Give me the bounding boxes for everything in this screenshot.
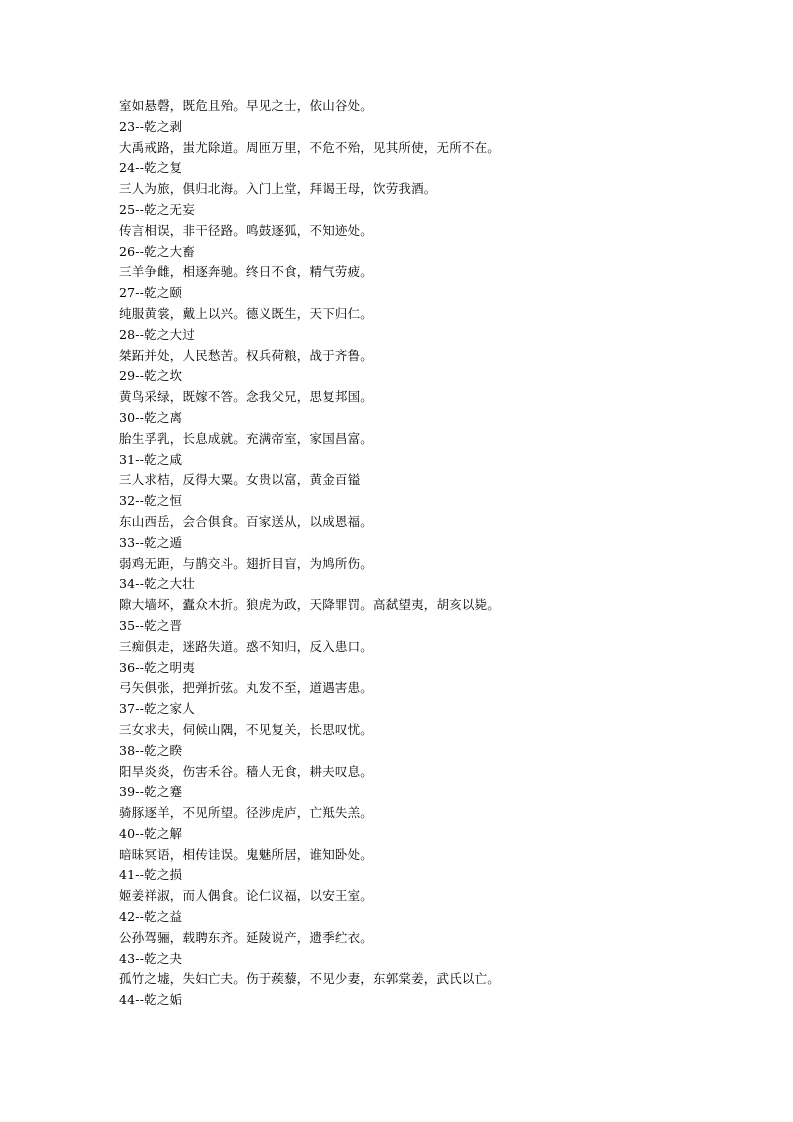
text-body [119, 96, 759, 1011]
hexagram-heading: 35--乾之晋 [119, 617, 183, 633]
hexagram-heading: 39--乾之蹇 [119, 784, 183, 800]
hexagram-heading: 33--乾之遁 [119, 534, 183, 550]
text-line: 桀跖并处，人民愁苦。权兵荷粮，战于齐鲁。 [119, 347, 374, 363]
text-line: 三羊争雌，相逐奔驰。终日不食，精气劳疲。 [119, 264, 374, 280]
text-line: 三人求桔，反得大粟。女贵以富，黄金百镒 [119, 472, 361, 488]
hexagram-heading: 43--乾之夬 [119, 950, 183, 966]
text-line: 纯服黄裳，戴上以兴。德义既生，天下归仁。 [119, 305, 374, 321]
hexagram-heading: 26--乾之大畜 [119, 243, 195, 259]
hexagram-heading: 31--乾之咸 [119, 451, 183, 467]
hexagram-heading: 37--乾之家人 [119, 701, 195, 717]
hexagram-heading: 34--乾之大壮 [119, 576, 195, 592]
hexagram-heading: 38--乾之睽 [119, 742, 183, 758]
hexagram-heading: 24--乾之复 [119, 160, 183, 176]
hexagram-heading: 36--乾之明夷 [119, 659, 195, 675]
text-line: 孤竹之墟，失妇亡夫。伤于蒺藜，不见少妻，东郭棠姜，武氏以亡。 [119, 971, 501, 987]
text-line: 传言相误，非干径路。鸣鼓逐狐，不知迹处。 [119, 222, 374, 238]
hexagram-heading: 28--乾之大过 [119, 326, 195, 342]
text-line: 公孙驾骊，载聘东齐。延陵说产，遗季纻衣。 [119, 929, 374, 945]
hexagram-heading: 23--乾之剥 [119, 118, 183, 134]
text-line: 隙大墙坏，蠹众木折。狼虎为政，天降罪罚。高弑望夷，胡亥以毙。 [119, 597, 501, 613]
hexagram-heading: 25--乾之无妄 [119, 201, 195, 217]
text-line: 暗昧冥语，相传诖误。鬼魅所居，谁知卧处。 [119, 846, 374, 862]
hexagram-heading: 44--乾之姤 [119, 992, 183, 1008]
text-line: 三人为旅，俱归北海。入门上堂，拜谒王母，饮劳我酒。 [119, 181, 437, 197]
hexagram-heading: 41--乾之损 [119, 867, 183, 883]
hexagram-heading: 27--乾之颐 [119, 285, 183, 301]
text-line: 姬姜祥淑，而人偶食。论仁议福，以安王室。 [119, 888, 374, 904]
hexagram-heading: 42--乾之益 [119, 909, 183, 925]
text-line: 室如悬磬，既危且殆。早见之士，依山谷处。 [119, 98, 374, 113]
hexagram-heading: 30--乾之离 [119, 409, 183, 425]
text-line: 弓矢俱张，把弹折弦。丸发不至，道遇害患。 [119, 680, 374, 696]
text-line: 三痴俱走，迷路失道。惑不知归，反入患口。 [119, 638, 374, 654]
text-line: 东山西岳，会合俱食。百家送从，以成恩福。 [119, 513, 374, 529]
text-line: 弱鸡无距，与鹊交斗。翅折目盲，为鸠所伤。 [119, 555, 374, 571]
hexagram-heading: 32--乾之恒 [119, 493, 183, 509]
text-line: 黄鸟采绿，既嫁不答。念我父兄，思复邦国。 [119, 389, 374, 405]
text-line: 阳旱炎炎，伤害禾谷。穑人无食，耕夫叹息。 [119, 763, 374, 779]
hexagram-heading: 29--乾之坎 [119, 368, 183, 384]
text-line: 胎生孚乳，长息成就。充满帝室，家国昌富。 [119, 430, 374, 446]
hexagram-heading: 40--乾之解 [119, 825, 183, 841]
text-line: 大禹戒路，蚩尤除道。周匝万里，不危不殆，见其所使，无所不在。 [119, 139, 501, 155]
text-line: 骑豚逐羊，不见所望。径涉虎庐，亡羝失羔。 [119, 805, 374, 821]
text-line: 三女求夫，伺候山隅，不见复关，长思叹忧。 [119, 721, 374, 737]
